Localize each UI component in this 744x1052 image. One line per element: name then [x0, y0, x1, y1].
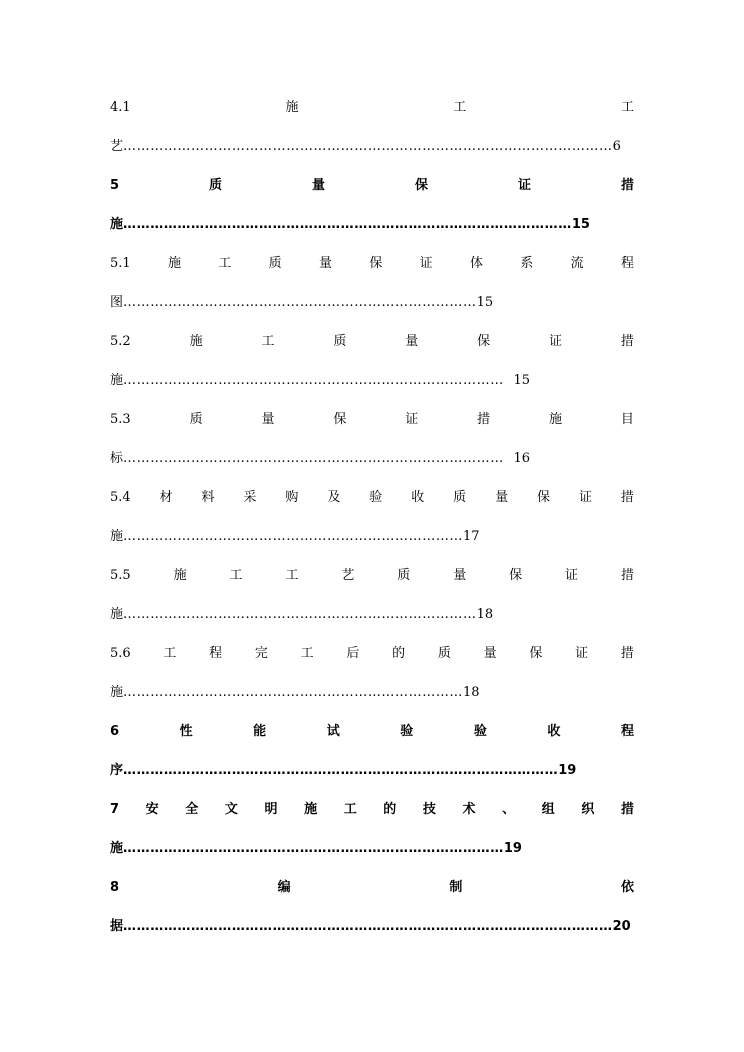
toc-title-char: 制	[449, 880, 463, 895]
toc-title-char: 技	[422, 802, 436, 817]
toc-title-char: 量	[495, 490, 509, 505]
toc-entry-leader[interactable]	[110, 759, 577, 783]
toc-title-char: 购	[285, 490, 299, 505]
toc-leader-dots: ………………………………………………………………………………………	[123, 217, 572, 232]
toc-title-char: 明	[264, 802, 278, 817]
toc-entry-number: 5.6	[110, 646, 131, 661]
toc-entry-title	[110, 174, 634, 198]
toc-title-char: 依	[620, 880, 634, 895]
toc-title-char: 完	[254, 646, 268, 661]
toc-leader-char: 据	[110, 919, 124, 934]
toc-title-char: 保	[414, 178, 428, 193]
toc-leader-dots: …………………………………………………………………………	[123, 451, 504, 466]
toc-leader-dots: ……………………………………………………………………………………	[123, 763, 559, 778]
toc-title-char: 措	[620, 802, 634, 817]
toc-leader-dots: ……………………………………………………………………	[123, 295, 477, 310]
toc-title-char: 术	[462, 802, 476, 817]
toc-title-char: 料	[201, 490, 215, 505]
toc-title-char: 保	[537, 490, 551, 505]
toc-entry-leader[interactable]	[110, 915, 631, 939]
toc-title-char: 量	[318, 256, 332, 271]
toc-page-number: 19	[558, 763, 577, 778]
toc-title-char: 质	[333, 334, 347, 349]
toc-title-char: 工	[300, 646, 314, 661]
toc-page-number: 15	[513, 373, 530, 388]
toc-title-char: 措	[620, 568, 634, 583]
toc-title-char: 文	[224, 802, 238, 817]
toc-title-char: 措	[620, 490, 634, 505]
toc-title-char: 工	[343, 802, 357, 817]
toc-title-char: 流	[570, 256, 584, 271]
toc-title-char: 证	[565, 568, 579, 583]
toc-entry-number: 5	[110, 178, 120, 193]
toc-leader-char: 施	[110, 529, 124, 544]
toc-entry-leader[interactable]	[110, 135, 621, 159]
toc-entry-title	[110, 96, 634, 120]
toc-entry-title	[110, 408, 634, 432]
toc-title-char: 证	[517, 178, 531, 193]
toc-leader-dots: …………………………………………………………………	[123, 685, 464, 700]
toc-entry-number: 4.1	[110, 100, 131, 115]
toc-entry-number: 5.2	[110, 334, 131, 349]
toc-leader-char: 艺	[110, 139, 124, 154]
toc-title-char: 保	[529, 646, 543, 661]
toc-leader-char: 图	[110, 295, 124, 310]
toc-title-char: 质	[209, 178, 223, 193]
toc-title-char: 工	[229, 568, 243, 583]
toc-title-char: 保	[509, 568, 523, 583]
toc-title-char: 系	[520, 256, 534, 271]
toc-title-char: 量	[483, 646, 497, 661]
toc-entry-leader[interactable]	[110, 447, 530, 471]
toc-leader-char: 施	[110, 685, 124, 700]
toc-page-number: 15	[476, 295, 494, 310]
toc-title-char: 质	[268, 256, 282, 271]
toc-title-char: 安	[145, 802, 159, 817]
toc-entry-title	[110, 720, 634, 744]
toc-title-char: 艺	[341, 568, 355, 583]
toc-page-number: 18	[463, 685, 480, 700]
toc-title-char: 的	[383, 802, 397, 817]
toc-entry-leader[interactable]	[110, 213, 590, 237]
toc-leader-char: 标	[110, 451, 124, 466]
toc-title-char: 措	[477, 412, 491, 427]
toc-title-char: 全	[185, 802, 199, 817]
toc-entry-number: 5.3	[110, 412, 131, 427]
toc-entry-title	[110, 252, 634, 276]
toc-title-char: 验	[473, 724, 487, 739]
toc-title-char: 工	[453, 100, 467, 115]
toc-title-char: 证	[575, 646, 589, 661]
toc-title-char: 保	[333, 412, 347, 427]
toc-title-char: 施	[304, 802, 318, 817]
toc-title-char: 措	[620, 646, 634, 661]
toc-title-char: 程	[620, 724, 634, 739]
toc-leader-char: 施	[110, 841, 124, 856]
toc-title-char: 织	[581, 802, 595, 817]
toc-title-char: 验	[400, 724, 414, 739]
toc-title-char: 施	[168, 256, 182, 271]
toc-title-char: 收	[547, 724, 561, 739]
toc-page-number: 19	[503, 841, 522, 856]
toc-title-char: 施	[189, 334, 203, 349]
toc-title-char: 证	[419, 256, 433, 271]
toc-page-number: 20	[612, 919, 631, 934]
toc-title-char: 程	[620, 256, 634, 271]
toc-title-char: 量	[261, 412, 275, 427]
toc-title-char: 施	[285, 100, 299, 115]
toc-title-char: 工	[285, 568, 299, 583]
toc-title-char: 性	[179, 724, 193, 739]
toc-entry-number: 7	[110, 802, 120, 817]
toc-entry-number: 6	[110, 724, 120, 739]
toc-entry-title	[110, 486, 634, 510]
toc-entry-number: 5.4	[110, 490, 131, 505]
toc-entry-number: 5.5	[110, 568, 131, 583]
toc-title-char: 质	[437, 646, 451, 661]
toc-title-char: 能	[253, 724, 267, 739]
toc-title-char: 后	[346, 646, 360, 661]
toc-title-char: 工	[163, 646, 177, 661]
toc-entry-title	[110, 798, 634, 822]
toc-title-char: 质	[397, 568, 411, 583]
toc-title-char: 工	[620, 100, 634, 115]
toc-entry-title	[110, 564, 634, 588]
toc-title-char: 量	[312, 178, 326, 193]
toc-title-char: 量	[405, 334, 419, 349]
toc-title-char: 验	[369, 490, 383, 505]
toc-title-char: 体	[469, 256, 483, 271]
toc-leader-dots: …………………………………………………………………………	[123, 841, 504, 856]
toc-page-number: 16	[513, 451, 530, 466]
toc-leader-dots: ………………………………………………………………………………………………	[123, 139, 613, 154]
toc-title-char: 工	[261, 334, 275, 349]
toc-leader-dots: ………………………………………………………………………………………………	[123, 919, 613, 934]
toc-leader-char: 施	[110, 217, 124, 232]
toc-title-char: 组	[541, 802, 555, 817]
toc-title-char: 采	[243, 490, 257, 505]
toc-entry-leader[interactable]	[110, 369, 530, 393]
toc-entry-leader[interactable]	[110, 291, 494, 315]
toc-title-char: 保	[369, 256, 383, 271]
toc-title-char: 质	[453, 490, 467, 505]
toc-title-char: 、	[502, 802, 516, 817]
toc-title-char: 证	[578, 490, 592, 505]
toc-title-char: 证	[549, 334, 563, 349]
toc-entry-number: 8	[110, 880, 120, 895]
toc-page-number: 6	[612, 139, 621, 154]
toc-entry-number: 5.1	[110, 256, 131, 271]
toc-entry-title	[110, 876, 634, 900]
toc-page-number: 18	[476, 607, 494, 622]
toc-title-char: 编	[277, 880, 291, 895]
toc-leader-char: 施	[110, 607, 124, 622]
toc-entry-title	[110, 642, 634, 666]
toc-entry-title	[110, 330, 634, 354]
toc-title-char: 施	[173, 568, 187, 583]
toc-title-char: 证	[405, 412, 419, 427]
toc-page-number: 17	[463, 529, 480, 544]
toc-title-char: 施	[549, 412, 563, 427]
toc-title-char: 工	[218, 256, 232, 271]
toc-entry-leader[interactable]	[110, 603, 494, 627]
toc-title-char: 量	[453, 568, 467, 583]
toc-title-char: 目	[620, 412, 634, 427]
toc-title-char: 试	[326, 724, 340, 739]
toc-entry-leader[interactable]	[110, 525, 480, 549]
toc-leader-dots: …………………………………………………………………	[123, 529, 464, 544]
toc-title-char: 措	[620, 334, 634, 349]
toc-title-char: 保	[477, 334, 491, 349]
toc-entry-leader[interactable]	[110, 837, 522, 861]
toc-title-char: 质	[189, 412, 203, 427]
toc-leader-dots: ……………………………………………………………………	[123, 607, 477, 622]
toc-leader-dots: …………………………………………………………………………	[123, 373, 504, 388]
toc-leader-char: 序	[110, 763, 124, 778]
toc-title-char: 及	[327, 490, 341, 505]
toc-leader-char: 施	[110, 373, 124, 388]
toc-entry-leader[interactable]	[110, 681, 480, 705]
toc-page-number: 15	[571, 217, 590, 232]
toc-title-char: 收	[411, 490, 425, 505]
toc-title-char: 程	[209, 646, 223, 661]
toc-title-char: 材	[159, 490, 173, 505]
toc-title-char: 措	[620, 178, 634, 193]
toc-title-char: 的	[392, 646, 406, 661]
